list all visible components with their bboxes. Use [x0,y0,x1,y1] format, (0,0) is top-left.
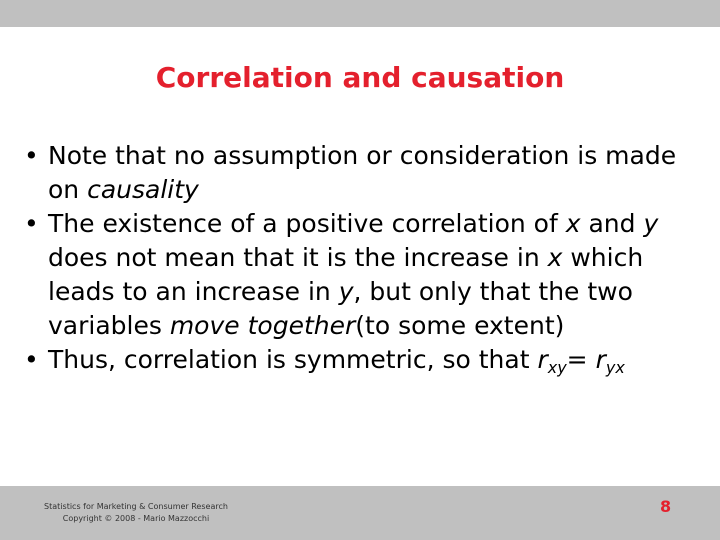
italic-term: move together [169,311,356,340]
symbol-r: r [537,345,548,374]
bullet-text: and [580,209,644,238]
footer-credits [30,501,242,525]
slide-title: Correlation and causation [155,61,565,94]
bullet-text: which leads to an increase in [48,243,644,306]
footer-line-copyright: Copyright © 2008 - Mario Mazzocchi [62,514,210,523]
bullet-text: (to some extent) [355,311,565,340]
bullet-marker: • [24,141,39,170]
bullet-item-positive-correlation [24,207,694,343]
bullet-marker: • [24,345,39,374]
page-number: 8 [660,497,672,516]
bullet-item-symmetric [24,343,694,385]
variable-x: x [565,209,581,238]
italic-term: causality [87,175,199,204]
bullet-item-causality [24,139,694,207]
top-band [0,0,720,27]
bullet-text: Thus, correlation is symmetric, so that [48,345,538,374]
bullet-text: , but only that the two variables [48,277,633,340]
symbol-r: r [595,345,606,374]
subscript-xy: xy [547,358,567,377]
variable-y: y [338,277,354,306]
bullet-text: Note that no assumption or consideration is made on [48,141,677,204]
variable-y: y [643,209,659,238]
variable-x: x [547,243,563,272]
footer-line-course: Statistics for Marketing & Consumer Research [44,502,228,511]
bullet-text: does not mean that it is the increase in [48,243,548,272]
bullet-marker: • [24,209,39,238]
bullet-text: The existence of a positive correlation of [48,209,566,238]
bullet-list [24,139,694,385]
subscript-yx: yx [605,358,625,377]
equals-sign: = [566,345,596,374]
